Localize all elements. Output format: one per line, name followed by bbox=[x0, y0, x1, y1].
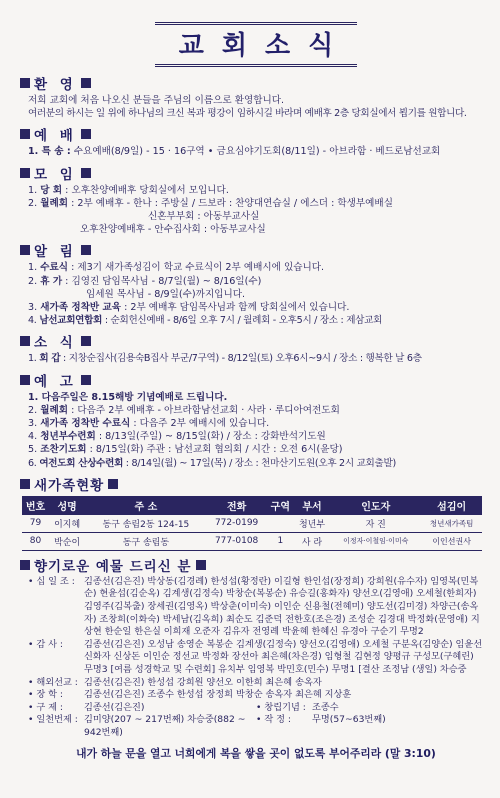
bullet-square-icon bbox=[20, 168, 30, 178]
news-line-1-label: 회 갑 bbox=[39, 353, 61, 365]
worship-heading-text: 예 배 bbox=[34, 128, 77, 145]
notice-line-5-label: 남선교회연합회 bbox=[39, 315, 103, 327]
thousand-pledge-row bbox=[28, 714, 484, 739]
thanks-names: 김종선(김은진) 오성남 송영순 복봉순 김계생(김정숙) 양선오(김영애) 오세철 구분옥(김양순) 임윤선 신화자 신상돈 이인순 정선교 박정화 장선아 최은혜(차은경) 임형철 김현정 양평규 구성모(구혜린) 무명3 [여름 성경학교 및 수련회] 유치부 임영복 박민호(민수) 무명1 [결산 조정남 (생일) 차승중 bbox=[84, 638, 483, 676]
table-cell: 동구 송림2동 124-15 bbox=[85, 515, 206, 533]
thanks-label: • 감 사 : bbox=[28, 638, 64, 650]
preview-line-2 bbox=[28, 404, 484, 417]
notice-line-4 bbox=[28, 301, 484, 314]
table-cell: 이정자·이철임·이미숙 bbox=[330, 532, 421, 550]
mission-label: • 해외선교 : bbox=[28, 676, 78, 688]
bullet-square-icon bbox=[20, 479, 30, 489]
table-cell: 이인선권사 bbox=[421, 532, 482, 550]
pledge-row bbox=[256, 714, 484, 739]
bullet-square-icon bbox=[81, 375, 91, 385]
table-cell: 777-0108 bbox=[206, 532, 266, 550]
offering-heading bbox=[20, 555, 484, 575]
table-cell: 박순이 bbox=[49, 532, 85, 550]
bullet-square-icon bbox=[196, 560, 206, 570]
notice-line-2-text: : 김영진 담임목사님 - 8/7일(월) ~ 8/16일(수) bbox=[62, 275, 262, 287]
worship-heading bbox=[20, 124, 484, 144]
meeting-line-1-number: 1. bbox=[28, 184, 38, 196]
notice-line-1-number: 1. bbox=[28, 262, 38, 274]
scholarship-row bbox=[28, 689, 484, 702]
preview-line-5-text: : 8/15일(화) 주관 : 남선교회 협의회 / 시간 : 오전 6시(윤당) bbox=[86, 444, 343, 456]
preview-line-4-number: 4. bbox=[28, 431, 38, 443]
column-header: 인도자 bbox=[330, 496, 421, 515]
welcome-line-2: 여러분의 하시는 일 위에 하나님의 크신 복과 평강이 임하시길 바라며 예배후 2층 당회실에서 뵙기를 원합니다. bbox=[28, 108, 467, 120]
notice-line-1 bbox=[28, 261, 484, 274]
tithe-row bbox=[28, 576, 484, 639]
welcome-heading bbox=[20, 73, 484, 93]
welcome-heading-text: 환 영 bbox=[34, 77, 77, 93]
offering-heading-text: 향기로운 예물 드리신 분 bbox=[34, 558, 192, 575]
preview-line-4 bbox=[28, 430, 484, 443]
preview-line-5-label: 조찬기도회 bbox=[40, 444, 87, 456]
meeting-line-1-text: : 오후찬양예배후 당회실에서 모입니다. bbox=[62, 184, 229, 196]
relief-founding-row bbox=[28, 702, 484, 715]
mission-names: 김종선(김은진) 한성섭 강희원 양선오 이한희 최은혜 송옥자 bbox=[84, 676, 322, 688]
preview-line-2-label: 월례회 bbox=[40, 404, 69, 416]
table-cell: 청년부 bbox=[294, 515, 330, 533]
worship-line-1 bbox=[28, 145, 484, 158]
news-line-1-number: 1. bbox=[28, 353, 37, 365]
relief-row bbox=[28, 702, 256, 715]
tithe-names: 김종선(김은진) 박상동(김경례) 한성섭(황정란) 이길형 한인섭(장정희) 강희원(유수자) 임영복(민복순) 현윤섭(김순옥) 김계생(김정숙) 박창순(복봉순) 유승길(홍화자) 양선오(김영애) 오세철(한희자) 김영주(김복출) 장세권(김영옥) 박상춘(이미숙) 이인순 신용철(전혜미) 양도선(김미경) 차양근(송옥자) 조창희(이화숙) 박세남(김옥희) 최순도 김준덕 전한호(조은경) 조성순 김경대 박정화(문영애) 지상현 한순일 한은실 이희재 오준자 김유자 전영례 박윤혜 한혜신 유경아 구순기 무명2 bbox=[84, 575, 480, 638]
registry-heading-text: 새가족현황 bbox=[34, 477, 105, 494]
bullet-square-icon bbox=[20, 245, 30, 255]
news-section bbox=[28, 331, 484, 365]
notice-line-2 bbox=[28, 275, 484, 288]
preview-line-5 bbox=[28, 443, 484, 456]
bullet-square-icon bbox=[108, 479, 118, 489]
notice-line-1-text: : 제3기 새가족성김이 학교 수료식이 2부 예배시에 있습니다. bbox=[68, 262, 325, 274]
preview-line-3-text: : 다음주 2부 예배시에 있습니다. bbox=[130, 418, 270, 430]
welcome-section bbox=[28, 73, 484, 120]
preview-heading bbox=[20, 370, 484, 390]
offering-section bbox=[28, 555, 484, 740]
table-cell: 사 라 bbox=[294, 532, 330, 550]
relief-names: 김종선(김은진) bbox=[84, 701, 145, 713]
preview-line-3 bbox=[28, 417, 484, 430]
table-header-row bbox=[22, 496, 482, 515]
preview-line-3-number: 3. bbox=[28, 418, 38, 430]
meeting-line-2-number: 2. bbox=[28, 197, 38, 209]
table-cell: 80 bbox=[22, 532, 49, 550]
notice-line-2-number: 2. bbox=[28, 275, 38, 287]
notice-line-1-label: 수료식 bbox=[40, 262, 69, 274]
column-header: 성명 bbox=[49, 496, 85, 515]
meeting-section bbox=[28, 163, 484, 237]
founding-label: • 창립기념 : bbox=[256, 701, 306, 713]
column-header: 부서 bbox=[294, 496, 330, 515]
notice-line-2-label: 휴 가 bbox=[40, 275, 63, 287]
table-cell: 동구 송림동 bbox=[85, 532, 206, 550]
preview-line-6 bbox=[28, 457, 484, 470]
preview-line-4-label: 청년부수련회 bbox=[40, 431, 96, 443]
table-cell: 청년새가족팀 bbox=[421, 515, 482, 533]
bullet-square-icon bbox=[20, 129, 30, 139]
worship-line-1-label: 1. 특 송 : bbox=[28, 146, 71, 158]
column-header: 주 소 bbox=[85, 496, 206, 515]
meeting-line-1-label: 당 회 bbox=[40, 184, 63, 196]
table-cell: 79 bbox=[22, 515, 49, 533]
meeting-line-3: 신혼부부회 : 아동부교사실 bbox=[148, 211, 260, 223]
founding-names: 조종수 bbox=[312, 701, 339, 713]
scholarship-names: 김종선(김은진) 조종수 한성섭 장정희 박창순 송옥자 최은혜 지상훈 bbox=[84, 689, 352, 701]
meeting-line-2-label: 월례회 bbox=[40, 197, 69, 209]
preview-line-1: 1. 다음주일은 8.15해방 기념예배로 드립니다. bbox=[28, 391, 228, 403]
table-cell: 이지혜 bbox=[49, 515, 85, 533]
notice-line-4-text: : 2부 예배후 담임목사님과 함께 당회실에서 있습니다. bbox=[121, 302, 350, 314]
bullet-square-icon bbox=[20, 375, 30, 385]
bullet-square-icon bbox=[81, 168, 91, 178]
meeting-line-4: 오후찬양예배후 - 안수집사회 : 아동부교사실 bbox=[80, 224, 266, 236]
bullet-square-icon bbox=[81, 336, 91, 346]
new-family-table bbox=[22, 496, 482, 551]
worship-section bbox=[28, 124, 484, 158]
scholarship-label: • 장 학 : bbox=[28, 689, 64, 701]
notice-heading-text: 알 림 bbox=[34, 244, 77, 261]
meeting-line-1 bbox=[28, 184, 484, 197]
table-cell: 자 진 bbox=[330, 515, 421, 533]
notice-line-5 bbox=[28, 314, 484, 327]
meeting-heading bbox=[20, 163, 484, 183]
news-line-1-text: : 지창순집사(김용숙B집사 부군/7구역) - 8/12일(토) 오후6시~9시 / 장소 : 행복한 날 6층 bbox=[60, 353, 422, 365]
preview-line-3-label: 새가족 정착반 수료식 bbox=[40, 418, 131, 430]
notice-line-4-number: 3. bbox=[28, 302, 38, 314]
preview-line-6-label: 여전도회 산상수련회 bbox=[39, 457, 124, 469]
preview-section bbox=[28, 370, 484, 470]
column-header: 전화 bbox=[206, 496, 266, 515]
notice-line-5-text: : 순회헌신예배 - 8/6일 오후 7시 / 월례회 - 오후5시 / 장소 : 제삼교회 bbox=[102, 315, 383, 327]
notice-section bbox=[28, 240, 484, 327]
page-title: 교회소식 bbox=[155, 22, 357, 67]
worship-line-1-text: 수요예배(8/9일) - 15 · 16구역 • 금요심야기도회(8/11일) - 아브라함 · 베드로남선교회 bbox=[73, 146, 441, 158]
news-heading bbox=[20, 331, 484, 351]
pledge-names: 무명(57~63번째) bbox=[312, 714, 386, 726]
founding-row bbox=[256, 702, 484, 715]
tithe-label: • 십 일 조 : bbox=[28, 575, 75, 587]
notice-line-5-number: 4. bbox=[28, 315, 37, 327]
mission-row bbox=[28, 677, 484, 690]
thousand-row bbox=[28, 714, 256, 739]
table-row bbox=[22, 515, 482, 533]
bullet-square-icon bbox=[81, 78, 91, 88]
preview-heading-text: 예 고 bbox=[34, 373, 77, 390]
title-wrap bbox=[28, 22, 484, 67]
table-cell: 1 bbox=[267, 532, 294, 550]
column-header: 번호 bbox=[22, 496, 49, 515]
preview-line-2-number: 2. bbox=[28, 404, 38, 416]
notice-heading bbox=[20, 240, 484, 260]
column-header: 섬김이 bbox=[421, 496, 482, 515]
preview-line-6-number: 6. bbox=[28, 457, 37, 469]
table-cell bbox=[267, 515, 294, 533]
news-line-1 bbox=[28, 352, 484, 365]
pledge-label: • 작 정 : bbox=[256, 714, 292, 726]
offering-list bbox=[28, 576, 484, 740]
relief-label: • 구 제 : bbox=[28, 701, 64, 713]
preview-line-6-text: : 8/14일(월) ~ 17일(목) / 장소 : 천마산기도원(오후 2시 교회출발) bbox=[123, 457, 396, 469]
meeting-line-2-text: : 2부 예배후 - 한나 : 주방실 / 드보라 : 찬양대연습실 / 에스더 : 학생부예배실 bbox=[68, 197, 393, 209]
meeting-line-2 bbox=[28, 197, 484, 210]
table-cell: 772-0199 bbox=[206, 515, 266, 533]
bullet-square-icon bbox=[81, 129, 91, 139]
preview-line-2-text: : 다음주 2부 예배후 - 아브라함남선교회 · 사라 · 루디아여전도회 bbox=[68, 404, 340, 416]
bullet-square-icon bbox=[81, 245, 91, 255]
registry-heading bbox=[20, 474, 484, 494]
thousand-names: 김미양(207 ~ 217번째) 차승중(882 ~ 942번째) bbox=[84, 714, 246, 738]
notice-line-4-label: 새가족 정착반 교육 bbox=[40, 302, 122, 314]
bullet-square-icon bbox=[20, 78, 30, 88]
registry-section bbox=[25, 474, 484, 551]
meeting-heading-text: 모 임 bbox=[34, 166, 77, 183]
news-heading-text: 소 식 bbox=[34, 335, 77, 352]
preview-line-4-text: : 8/13일(주일) ~ 8/15일(화) / 장소 : 강화반석기도원 bbox=[95, 431, 326, 443]
footer-verse: 내가 하늘 문을 열고 너희에게 복을 쌓을 곳이 없도록 부어주리라 (말 3:10) bbox=[76, 746, 436, 760]
preview-line-5-number: 5. bbox=[28, 444, 38, 456]
notice-line-3: 임세원 목사님 - 8/9일(수)까지입니다. bbox=[86, 288, 246, 300]
bullet-square-icon bbox=[20, 336, 30, 346]
column-header: 구역 bbox=[267, 496, 294, 515]
table-row bbox=[22, 532, 482, 550]
thanks-row bbox=[28, 639, 484, 677]
thousand-label: • 일천번제 : bbox=[28, 714, 78, 726]
welcome-line-1: 저희 교회에 처음 나오신 분들을 주님의 이름으로 환영합니다. bbox=[28, 95, 285, 106]
bullet-square-icon bbox=[20, 560, 30, 570]
